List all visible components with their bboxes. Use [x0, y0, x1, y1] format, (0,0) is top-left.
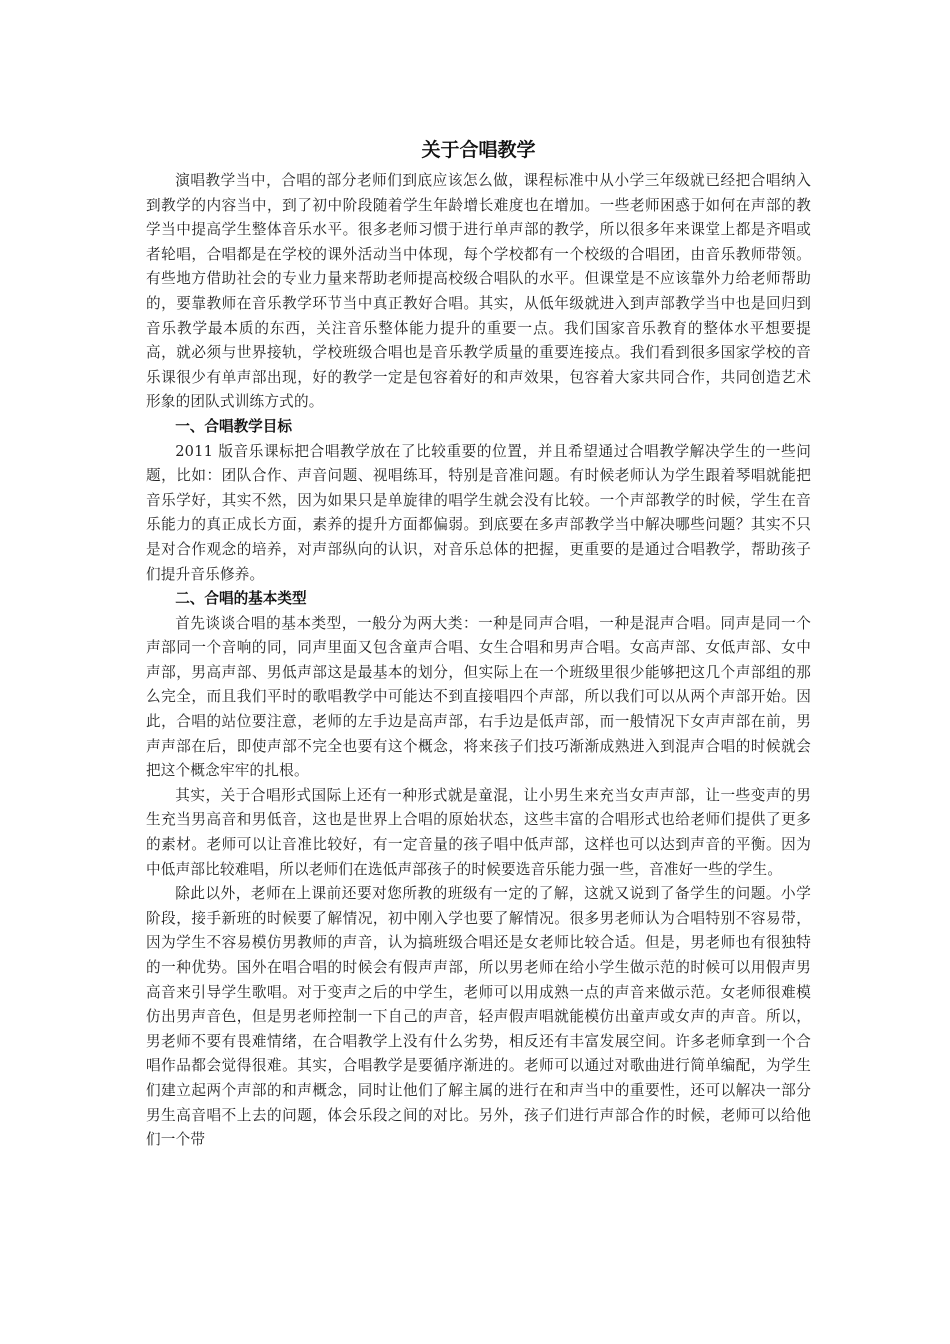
section-heading-types: 二、合唱的基本类型	[175, 590, 307, 608]
intro-paragraph: 演唱教学当中，合唱的部分老师们到底应该怎么做，课程标准中从小学三年级就已经把合唱纳入到教学的内容当中，到了初中阶段随着学生年龄增长难度也在增加。一些老师困惑于如何在声部的教学当中提高学生整体音乐水平。很多老师习惯于进行单声部的教学，所以很多年来课堂上都是齐唱或者轮唱，合唱都是在学校的课外活动当中体现，每个学校都有一个校级的合唱团，由音乐教师带领。有些地方借助社会的专业力量来帮助老师提高校级合唱队的水平。但课堂是不应该靠外力给老师帮助的，要靠教师在音乐教学环节当中真正教好合唱。其实，从低年级就进入到声部教学当中也是回归到音乐教学最本质的东西，关注音乐整体能力提升的重要一点。我们国家音乐教育的整体水平想要提高，就必须与世界接轨，学校班级合唱也是音乐教学质量的重要连接点。我们看到很多国家学校的音乐课很少有单声部出现，好的教学一定是包容着好的和声效果，包容着大家共同合作，共同创造艺术形象的团队式训练方式的。	[146, 172, 811, 411]
section-heading-goals: 一、合唱教学目标	[175, 417, 292, 435]
types-paragraph-2: 其实，关于合唱形式国际上还有一种形式就是童混，让小男生来充当女声声部，让一些变声的男生充当男高音和男低音，这也是世界上合唱的原始状态，这些丰富的合唱形式也给老师们提供了更多的素材。老师可以让音准比较好，有一定音量的孩子唱中低声部，这样也可以达到声音的平衡。因为中低声部比较难唱，所以老师们在选低声部孩子的时候要选音乐能力强一些，音准好一些的学生。	[146, 786, 811, 878]
document-page	[146, 135, 811, 1153]
document-title: 关于合唱教学	[421, 139, 536, 161]
types-paragraph-1: 首先谈谈合唱的基本类型，一般分为两大类：一种是同声合唱，一种是混声合唱。同声是同一个声部同一个音响的同，同声里面又包含童声合唱、女生合唱和男声合唱。女高声部、女低声部、女中声部，男高声部、男低声部这是最基本的划分，但实际上在一个班级里很少能够把这几个声部组的那么完全，而且我们平时的歌唱教学中可能达不到直接唱四个声部，所以我们可以从两个声部开始。因此，合唱的站位要注意，老师的左手边是高声部，右手边是低声部，而一般情况下女声声部在前，男声声部在后，即使声部不完全也要有这个概念，将来孩子们技巧渐渐成熟进入到混声合唱的时候就会把这个概念牢牢的扎根。	[146, 614, 811, 780]
goals-paragraph: 2011 版音乐课标把合唱教学放在了比较重要的位置，并且希望通过合唱教学解决学生的一些问题，比如：团队合作、声音问题、视唱练耳，特别是音准问题。有时候老师认为学生跟着琴唱就能把音乐学好，其实不然，因为如果只是单旋律的唱学生就会没有比较。一个声部教学的时候，学生在音乐能力的真正成长方面，素养的提升方面都偏弱。到底要在多声部教学当中解决哪些问题？其实不只是对合作观念的培养，对声部纵向的认识，对音乐总体的把握，更重要的是通过合唱教学，帮助孩子们提升音乐修养。	[146, 442, 811, 583]
types-paragraph-3: 除此以外，老师在上课前还要对您所教的班级有一定的了解，这就又说到了备学生的问题。小学阶段，接手新班的时候要了解情况，初中刚入学也要了解情况。很多男老师认为合唱特别不容易带，因为学生不容易模仿男教师的声音，认为搞班级合唱还是女老师比较合适。但是，男老师也有很独特的一种优势。国外在唱合唱的时候会有假声声部，所以男老师在给小学生做示范的时候可以用假声男高音来引导学生歌唱。对于变声之后的中学生，老师可以用成熟一点的声音来做示范。女老师很难模仿出男声音色，但是男老师控制一下自己的声音，轻声假声唱就能模仿出童声或女声的声音。所以，男老师不要有畏难情绪，在合唱教学上没有什么劣势，相反还有丰富发展空间。许多老师拿到一个合唱作品都会觉得很难。其实，合唱教学是要循序渐进的。老师可以通过对歌曲进行简单编配，为学生们建立起两个声部的和声概念，同时让他们了解主属的进行在和声当中的重要性，还可以解决一部分男生高音唱不上去的问题，体会乐段之间的对比。另外，孩子们进行声部合作的时候，老师可以给他们一个带	[146, 885, 811, 1149]
